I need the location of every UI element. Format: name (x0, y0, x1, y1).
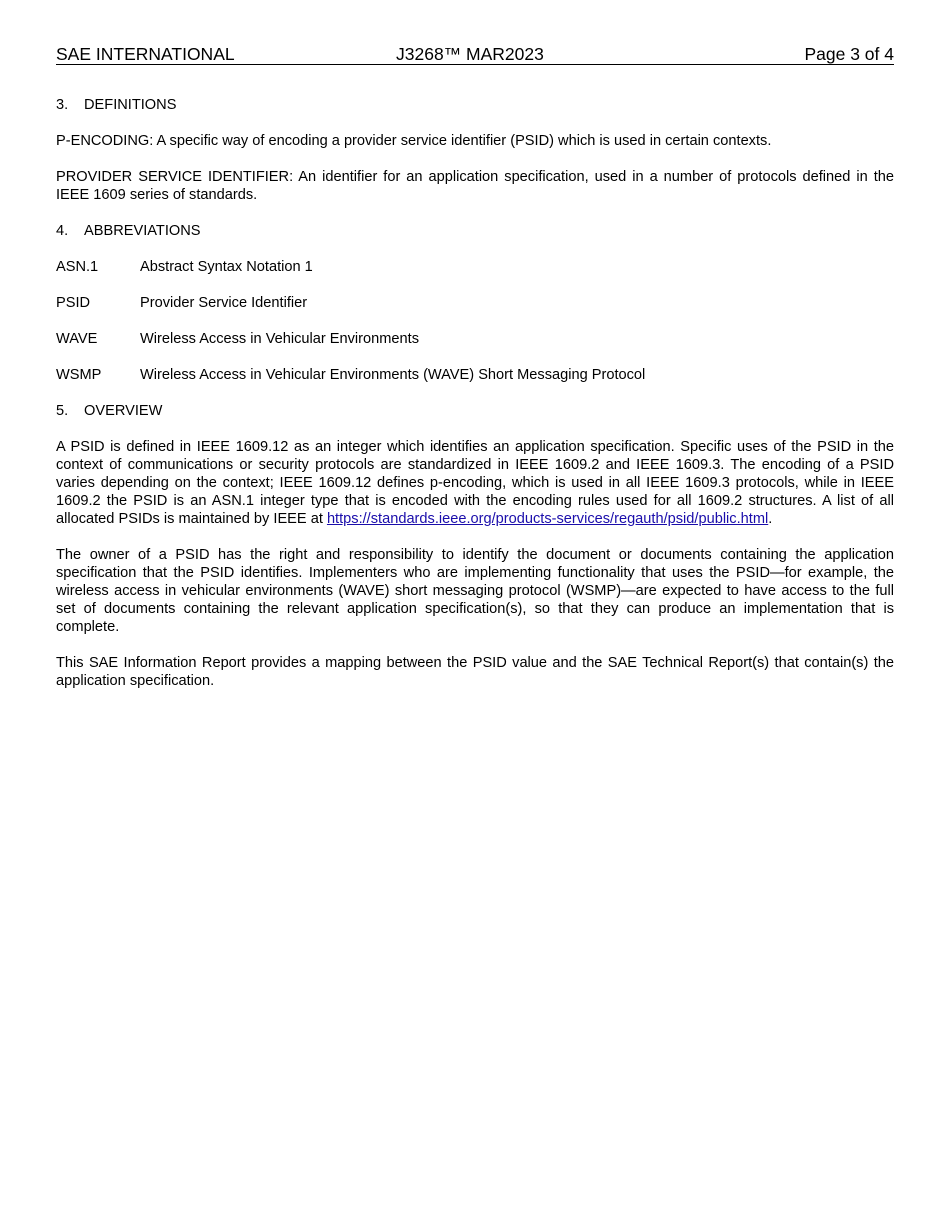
section-number: 5. (56, 403, 69, 419)
section-title: OVERVIEW (84, 403, 163, 419)
definition-provider-service-identifier: PROVIDER SERVICE IDENTIFIER: An identifier for an application specification, used in a number of protocols defined in the IEEE 1609 series of standards. (56, 169, 894, 203)
section-number: 3. (56, 97, 69, 113)
section-title: ABBREVIATIONS (84, 223, 201, 239)
header-page-number: Page 3 of 4 (804, 44, 894, 64)
section-heading-definitions (56, 96, 894, 114)
abbreviation-definition: Wireless Access in Vehicular Environments (WAVE) Short Messaging Protocol (140, 367, 646, 383)
abbreviation-row (56, 294, 894, 312)
header-org: SAE INTERNATIONAL (56, 44, 235, 64)
document-body (56, 96, 894, 708)
abbreviation-row (56, 330, 894, 348)
abbreviation-row (56, 366, 894, 384)
abbreviation-term: WAVE (56, 331, 98, 347)
overview-paragraph-3: This SAE Information Report provides a mapping between the PSID value and the SAE Technical Report(s) that contain(s) the application specification. (56, 655, 894, 689)
abbreviation-term: WSMP (56, 367, 102, 383)
section-heading-overview (56, 402, 894, 420)
section-title: DEFINITIONS (84, 97, 177, 113)
page-header (56, 44, 894, 65)
abbreviation-definition: Abstract Syntax Notation 1 (140, 259, 313, 275)
overview-paragraph-2: The owner of a PSID has the right and responsibility to identify the document or documents containing the application specification that the PSID identifies. Implementers who are implementing functionality that uses the PSID—for example, the wireless access in vehicular environments (WAVE) short messaging protocol (WSMP)—are expected to have access to the full set of documents containing the relevant application specification(s), so that they can produce an implementation that is complete. (56, 547, 894, 635)
overview-paragraph-1-end: . (768, 511, 773, 527)
abbreviation-term: ASN.1 (56, 259, 99, 275)
abbreviation-term: PSID (56, 295, 91, 311)
section-number: 4. (56, 223, 69, 239)
overview-paragraph-1 (56, 438, 894, 528)
definition-p-encoding: P-ENCODING: A specific way of encoding a provider service identifier (PSID) which is used in certain contexts. (56, 133, 772, 149)
abbreviation-definition: Wireless Access in Vehicular Environments (140, 331, 420, 347)
section-heading-abbreviations (56, 222, 894, 240)
abbreviation-row (56, 258, 894, 276)
header-doc-id: J3268™ MAR2023 (396, 44, 544, 64)
overview-paragraph-1-text: A PSID is defined in IEEE 1609.12 as an integer which identifies an application specification. Specific uses of the PSID in the context of communications or security protocols are standardized in IEEE 1609.2 and IEEE 1609.3. The encoding of a PSID varies depending on the context; IEEE 1609.12 defines p-encoding, which is used in all IEEE 1609.3 protocols, while in IEEE 1609.2 the PSID is an ASN.1 integer type that is encoded with the encoding rules used for all 1609.2 structures. A list of all allocated PSIDs is maintained by IEEE at (56, 439, 894, 527)
abbreviation-definition: Provider Service Identifier (140, 295, 308, 311)
psid-registry-link[interactable]: https://standards.ieee.org/products-services/regauth/psid/public.html (326, 511, 769, 527)
